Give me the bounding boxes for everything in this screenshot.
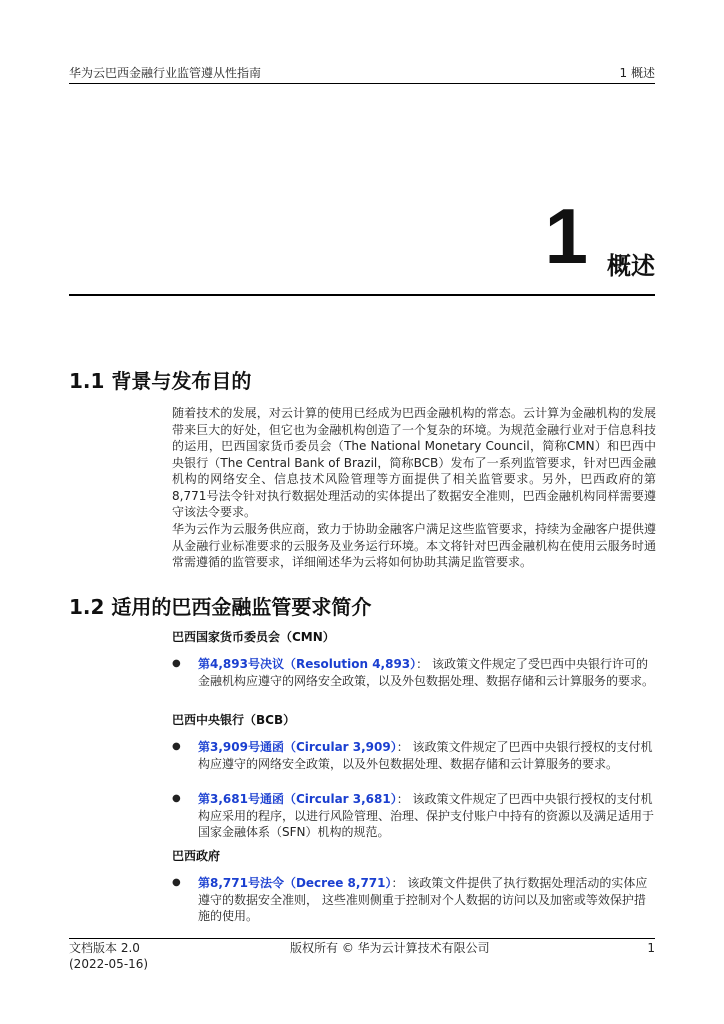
regulation-description: ： 该政策文件规定了巴西中央银行授权的支付机构应采用的程序，以进行风险管理、治理、保护支付账户中持有的资源以及满足适用于国家金融体系（SFN）机构的规范。 bbox=[198, 792, 655, 839]
chapter-number: 1 bbox=[544, 192, 588, 280]
regulation-link[interactable]: 第4,893号决议（Resolution 4,893） bbox=[198, 657, 417, 671]
section-heading-1-1: 1.1 背景与发布目的 bbox=[69, 369, 252, 393]
bullet-icon: ● bbox=[172, 741, 181, 752]
section-1-1-paragraph-2: 华为云作为云服务供应商，致力于协助金融客户满足这些监管要求，持续为金融客户提供遵从金融行业标准要求的云服务及业务运行环境。本文将针对巴西金融机构在使用云服务时通常需遵循的监管要求，详细阐述华为云将如何协助其满足监管要求。 bbox=[172, 522, 656, 569]
regulation-description: ： 该政策文件规定了巴西中央银行授权的支付机构应遵守的网络安全政策，以及外包数据处理、数据存储和云计算服务的要求。 bbox=[198, 740, 653, 771]
regulation-link[interactable]: 第3,909号通函（Circular 3,909） bbox=[198, 740, 397, 754]
list-item bbox=[172, 739, 656, 772]
bullet-icon: ● bbox=[172, 877, 181, 888]
footer-version: 文档版本 2.0 bbox=[69, 941, 140, 955]
regulation-description: ： 该政策文件提供了执行数据处理活动的实体应遵守的数据安全准则， 这些准则侧重于控制对个人数据的访问以及加密或等效保护措施的使用。 bbox=[198, 876, 648, 923]
bullet-icon: ● bbox=[172, 793, 181, 804]
footer-copyright: 版权所有 © 华为云计算技术有限公司 bbox=[290, 941, 490, 955]
list-item-text bbox=[198, 739, 656, 772]
header-chapter-ref: 1 概述 bbox=[619, 66, 655, 80]
chapter-divider bbox=[69, 294, 655, 296]
list-item bbox=[172, 791, 656, 841]
footer-divider bbox=[69, 938, 655, 939]
page-number: 1 bbox=[647, 941, 655, 955]
section-heading-1-2: 1.2 适用的巴西金融监管要求简介 bbox=[69, 595, 372, 619]
regulation-link[interactable]: 第3,681号通函（Circular 3,681） bbox=[198, 792, 397, 806]
regulation-description: ： 该政策文件规定了受巴西中央银行许可的金融机构应遵守的网络安全政策，以及外包数据处理、数据存储和云计算服务的要求。 bbox=[198, 657, 655, 688]
regulation-link[interactable]: 第8,771号法令（Decree 8,771） bbox=[198, 876, 392, 890]
list-item bbox=[172, 656, 656, 689]
group-heading-government: 巴西政府 bbox=[172, 849, 221, 863]
list-item bbox=[172, 875, 656, 925]
list-item-text bbox=[198, 791, 656, 841]
chapter-title: 概述 bbox=[607, 252, 655, 280]
group-heading-cmn: 巴西国家货币委员会（CMN） bbox=[172, 630, 335, 644]
header-divider bbox=[69, 83, 655, 84]
footer-date: (2022-05-16) bbox=[69, 957, 149, 971]
list-item-text bbox=[198, 656, 656, 689]
header-doc-title: 华为云巴西金融行业监管遵从性指南 bbox=[69, 66, 262, 80]
list-item-text bbox=[198, 875, 656, 925]
section-1-1-paragraph-1: 随着技术的发展，对云计算的使用已经成为巴西金融机构的常态。云计算为金融机构的发展带来巨大的好处，但它也为金融机构创造了一个复杂的环境。为规范金融行业对于信息科技的运用，巴西国家货币委员会（The National Monetary Council，简称CMN）和巴西中央银行（The Central Bank of Brazil，简称BCB）发布了一系列监管要求，针对巴西金融机构的网络安全、信息技术风险管理等方面提供了相关监管要求。另外，巴西政府的第8,771号法令针对执行数据处理活动的实体提出了数据安全准则，巴西金融机构同样需要遵守该法令要求。 bbox=[172, 406, 656, 519]
group-heading-bcb: 巴西中央银行（BCB） bbox=[172, 713, 296, 727]
bullet-icon: ● bbox=[172, 658, 181, 669]
